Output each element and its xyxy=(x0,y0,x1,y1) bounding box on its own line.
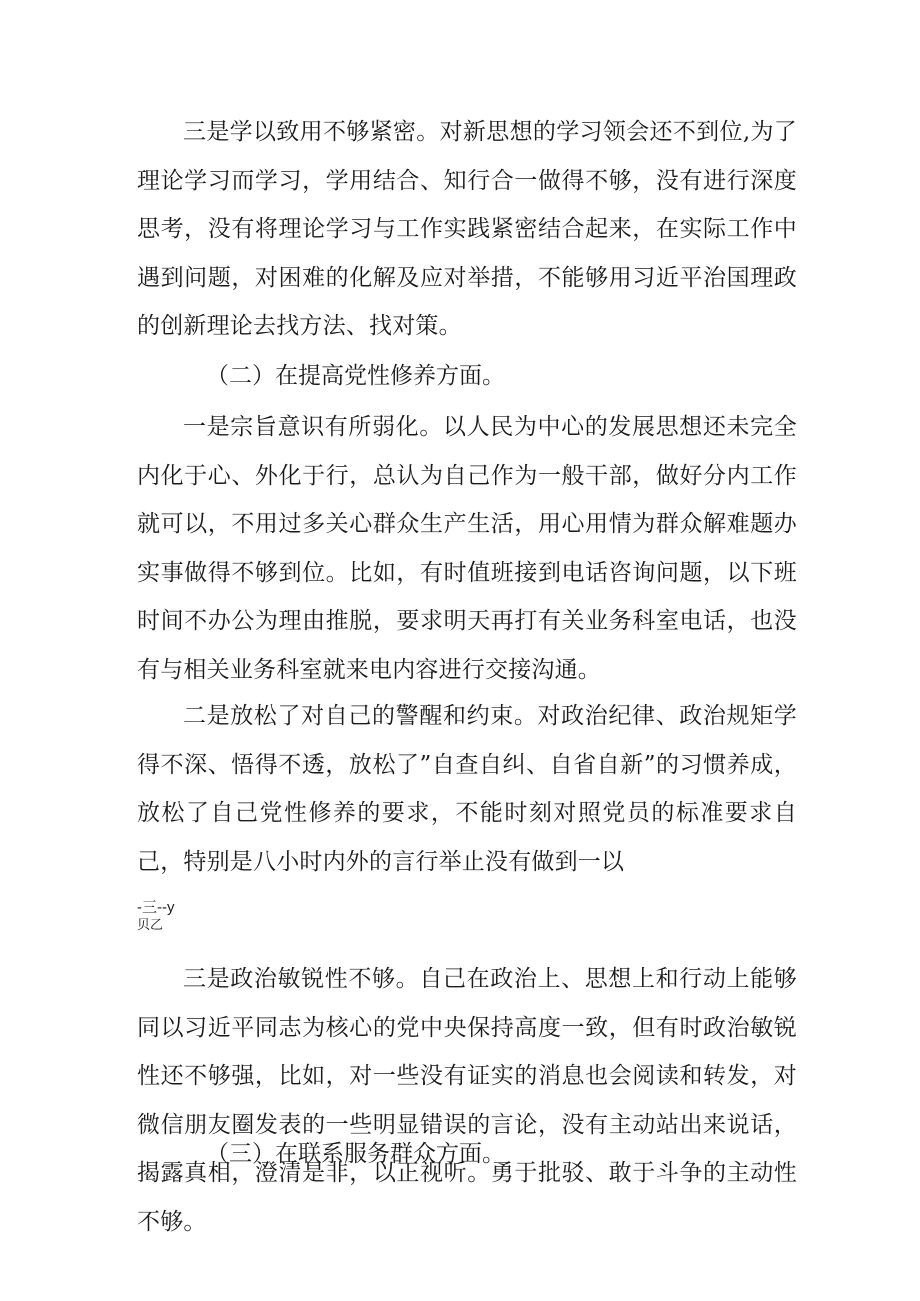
section-heading-party-spirit: （二）在提高党性修养方面。 xyxy=(206,363,505,389)
section-heading-serving-masses: （三）在联系服务群众方面。 xyxy=(206,1141,505,1167)
paragraph-purpose-awareness: 一是宗旨意识有所弱化。以人民为中心的发展思想还未完全内化于心、外化于行，总认为自己作为一般干部，做好分内工作就可以，不用过多关心群众生产生活，用心用情为群众解难题办实事做得不够到位。比如，有时值班接到电话咨询问题，以下班时间不办公为理由推脱，要求明天再打有关业务科室电话，也没有与相关业务科室就来电内容进行交接沟通。 xyxy=(137,414,797,683)
paragraph-self-discipline: 二是放松了对自己的警醒和约束。对政治纪律、政治规矩学得不深、悟得不透，放松了”自查自纠、自省自新”的习惯养成，放松了自己党性修养的要求，不能时刻对照党员的标准要求自己，特别是八小时内外的言行举止没有做到一以 xyxy=(137,703,797,875)
ocr-artifact-line: 贝乙 xyxy=(137,918,164,933)
paragraph-study-application: 三是学以致用不够紧密。对新思想的学习领会还不到位,为了理论学习而学习，学用结合、知行合一做得不够，没有进行深度思考，没有将理论学习与工作实践紧密结合起来，在实际工作中遇到问题，对困难的化解及应对举措，不能够用习近平治国理政的创新理论去找方法、找对策。 xyxy=(137,119,797,339)
paragraph-political-sensitivity: 三是政治敏锐性不够。自己在政治上、思想上和行动上能够同以习近平同志为核心的党中央保持高度一致，但有时政治敏锐性还不够强，比如，对一些没有证实的消息也会阅读和转发，对微信朋友圈发表的一些明显错误的言论，没有主动站出来说话，揭露真相，澄清是非，以正视听。勇于批驳、敢于斗争的主动性不够。 xyxy=(137,966,797,1235)
ocr-artifact-line: -三--y xyxy=(137,899,175,916)
